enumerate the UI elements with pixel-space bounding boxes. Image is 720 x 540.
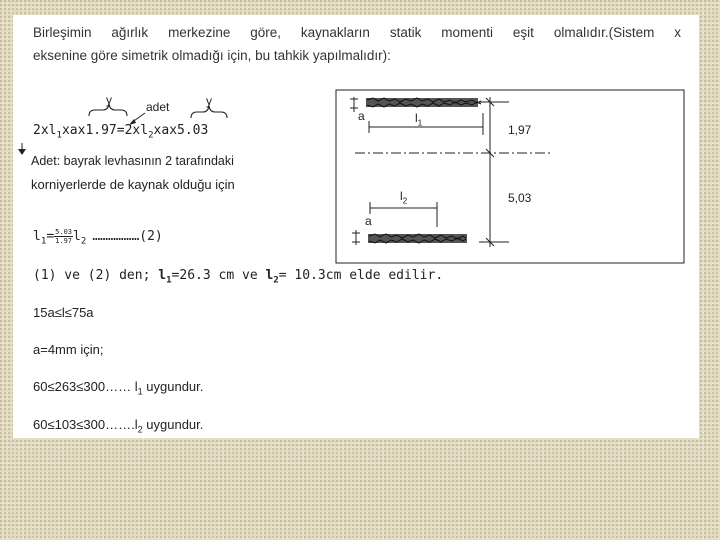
intro-word: statik (389, 25, 422, 40)
intro-word: momenti (441, 25, 494, 40)
dimension-5-03: 5,03 (508, 191, 532, 205)
check-line-1: 60≤263≤300…… $l_1$ uygundur. (33, 379, 204, 397)
check-line-2: $60\le 103\le 300\dots\dots.l_2$ uygundur. (33, 417, 204, 435)
slide-content (13, 15, 699, 438)
intro-word: ağırlık (111, 25, 149, 40)
intro-word: Birleşimin (33, 25, 92, 40)
label-l1: $l_1$ (415, 111, 423, 128)
dimension-1-97: 1,97 (508, 123, 532, 137)
intro-word: eşit (512, 25, 534, 40)
intro-word: olmalıdır.(Sistem (553, 25, 655, 40)
a-value-line: a=4mm için; (33, 342, 104, 357)
label-a-bottom: a (365, 214, 372, 228)
note-line-2: korniyerlerde de kaynak olduğu için (31, 177, 235, 192)
intro-line-2: eksenine göre simetrik olmadığı için, bu tahkik yapılmalıdır): (33, 48, 391, 63)
annot-adet: adet (146, 100, 170, 114)
annot-y-right: y (206, 94, 212, 108)
intro-word: göre, (250, 25, 282, 40)
weld-top (366, 98, 478, 107)
intro-word: merkezine (168, 25, 231, 40)
weld-diagram (13, 15, 699, 438)
range-line: 15a≤l≤75a (33, 305, 94, 320)
note-line-1: Adet: bayrak levhasının 2 tarafındaki (31, 154, 234, 168)
equation-1: $2xl_1xax1.97=2xl_2xax5.03$ (33, 123, 209, 141)
intro-word: kaynakların (300, 25, 370, 40)
intro-word: x (674, 25, 681, 40)
label-l2: $l_2$ (400, 189, 408, 206)
equation-2: $l_1=$ $\frac{5.03}{1.97}$ $l_2$ ………………(2) (33, 228, 163, 247)
result-line: (1) ve (2) den; $l_1=26.3$ cm ve $l_2= 10.3cm$ elde edilir. (33, 268, 444, 286)
annot-y-left: y (106, 93, 112, 107)
label-a-top: a (358, 109, 365, 123)
